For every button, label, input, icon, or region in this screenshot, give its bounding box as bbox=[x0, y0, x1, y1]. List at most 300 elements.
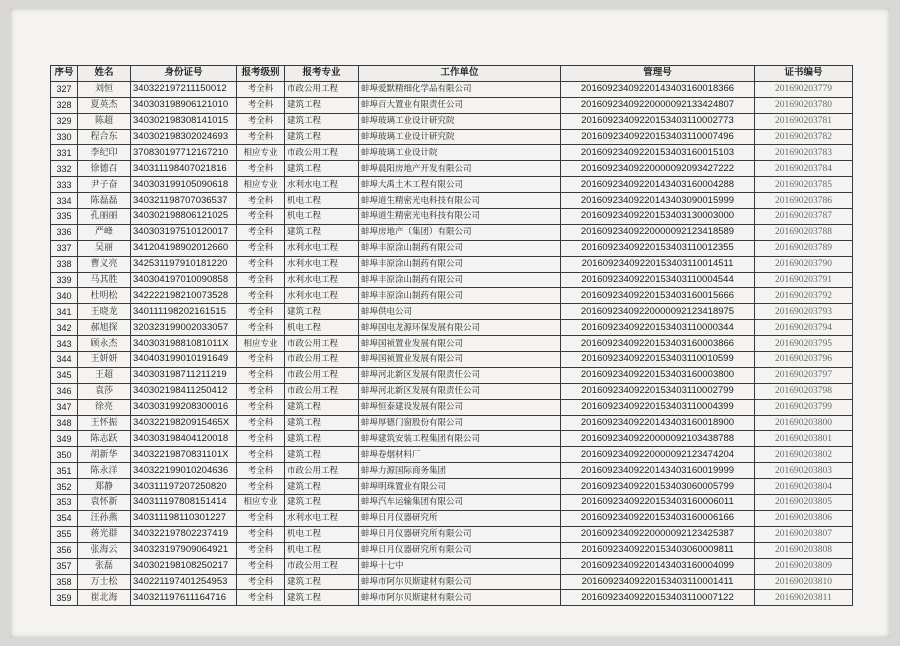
row-exam-level: 考全科 bbox=[237, 463, 285, 479]
row-seq: 355 bbox=[51, 526, 78, 542]
row-management-number: 20160923409220000092123425387 bbox=[561, 526, 755, 542]
row-seq: 353 bbox=[51, 495, 78, 511]
row-management-number: 20160923409220143403160004288 bbox=[561, 177, 755, 193]
row-certificate-number: 201690203786 bbox=[755, 193, 853, 209]
row-exam-level: 考全科 bbox=[237, 383, 285, 399]
row-management-number: 20160923409220153403110001411 bbox=[561, 574, 755, 590]
table-row bbox=[51, 558, 853, 574]
row-exam-major: 市政公用工程 bbox=[285, 383, 359, 399]
row-certificate-number: 201690203790 bbox=[755, 256, 853, 272]
table-row bbox=[51, 463, 853, 479]
row-name: 尹子奋 bbox=[78, 177, 131, 193]
row-exam-major: 市政公用工程 bbox=[285, 463, 359, 479]
row-certificate-number: 201690203781 bbox=[755, 113, 853, 129]
table-row bbox=[51, 177, 853, 193]
row-name: 胡新华 bbox=[78, 447, 131, 463]
row-name: 王超 bbox=[78, 367, 131, 383]
header-mgmt: 管理号 bbox=[561, 66, 755, 82]
row-work-unit: 蚌埠市阿尔贝斯建材有限公司 bbox=[359, 574, 561, 590]
row-exam-major: 水利水电工程 bbox=[285, 510, 359, 526]
row-seq: 340 bbox=[51, 288, 78, 304]
row-id-number: 340302198308141015 bbox=[131, 113, 237, 129]
row-id-number: 320323199002033057 bbox=[131, 320, 237, 336]
table-row bbox=[51, 590, 853, 606]
row-exam-level: 考全科 bbox=[237, 574, 285, 590]
table-row bbox=[51, 304, 853, 320]
row-exam-level: 考全科 bbox=[237, 320, 285, 336]
row-id-number: 340303199208300016 bbox=[131, 399, 237, 415]
row-seq: 329 bbox=[51, 113, 78, 129]
row-name: 陈超 bbox=[78, 113, 131, 129]
row-certificate-number: 201690203808 bbox=[755, 542, 853, 558]
table-row bbox=[51, 526, 853, 542]
row-exam-major: 市政公用工程 bbox=[285, 558, 359, 574]
row-management-number: 20160923409220153403160003866 bbox=[561, 336, 755, 352]
table-row bbox=[51, 288, 853, 304]
header-major: 报考专业 bbox=[285, 66, 359, 82]
row-name: 程合东 bbox=[78, 129, 131, 145]
row-name: 马其胜 bbox=[78, 272, 131, 288]
row-work-unit: 蚌埠建筑安装工程集团有限公司 bbox=[359, 431, 561, 447]
row-name: 严峰 bbox=[78, 224, 131, 240]
row-exam-major: 市政公用工程 bbox=[285, 81, 359, 97]
row-name: 崔北海 bbox=[78, 590, 131, 606]
table-row bbox=[51, 510, 853, 526]
row-work-unit: 蚌埠厚德门窗股份有限公司 bbox=[359, 415, 561, 431]
row-work-unit: 蚌埠国电龙源环保发展有限公司 bbox=[359, 320, 561, 336]
row-exam-major: 建筑工程 bbox=[285, 304, 359, 320]
row-id-number: 340311198407021816 bbox=[131, 161, 237, 177]
row-exam-level: 考全科 bbox=[237, 97, 285, 113]
row-id-number: 370830197712167210 bbox=[131, 145, 237, 161]
row-seq: 336 bbox=[51, 224, 78, 240]
row-certificate-number: 201690203798 bbox=[755, 383, 853, 399]
row-work-unit: 蚌埠汽车运输集团有限公司 bbox=[359, 495, 561, 511]
row-name: 徐德召 bbox=[78, 161, 131, 177]
row-exam-major: 水利水电工程 bbox=[285, 177, 359, 193]
table-row bbox=[51, 542, 853, 558]
table-row bbox=[51, 574, 853, 590]
row-work-unit: 蚌埠道生精密光电科技有限公司 bbox=[359, 209, 561, 225]
row-seq: 350 bbox=[51, 447, 78, 463]
row-exam-level: 考全科 bbox=[237, 542, 285, 558]
row-seq: 354 bbox=[51, 510, 78, 526]
row-exam-level: 相应专业 bbox=[237, 336, 285, 352]
row-management-number: 20160923409220153403110007122 bbox=[561, 590, 755, 606]
row-seq: 347 bbox=[51, 399, 78, 415]
row-id-number: 340311197207250820 bbox=[131, 479, 237, 495]
row-certificate-number: 201690203794 bbox=[755, 320, 853, 336]
row-exam-major: 建筑工程 bbox=[285, 447, 359, 463]
row-exam-level: 考全科 bbox=[237, 367, 285, 383]
row-seq: 332 bbox=[51, 161, 78, 177]
row-management-number: 20160923409220153403160015103 bbox=[561, 145, 755, 161]
row-name: 刘恒 bbox=[78, 81, 131, 97]
row-management-number: 20160923409220153403130003000 bbox=[561, 209, 755, 225]
row-seq: 351 bbox=[51, 463, 78, 479]
row-work-unit: 蚌埠玻璃工业设计院 bbox=[359, 145, 561, 161]
row-exam-level: 考全科 bbox=[237, 352, 285, 368]
row-work-unit: 蚌埠玻璃工业设计研究院 bbox=[359, 113, 561, 129]
row-seq: 348 bbox=[51, 415, 78, 431]
row-name: 袁莎 bbox=[78, 383, 131, 399]
row-certificate-number: 201690203804 bbox=[755, 479, 853, 495]
row-work-unit: 蚌埠市阿尔贝斯建材有限公司 bbox=[359, 590, 561, 606]
row-exam-level: 考全科 bbox=[237, 81, 285, 97]
row-certificate-number: 201690203780 bbox=[755, 97, 853, 113]
row-work-unit: 蚌埠玻璃工业设计研究院 bbox=[359, 129, 561, 145]
row-certificate-number: 201690203806 bbox=[755, 510, 853, 526]
row-certificate-number: 201690203795 bbox=[755, 336, 853, 352]
table-row bbox=[51, 352, 853, 368]
row-seq: 339 bbox=[51, 272, 78, 288]
row-id-number: 341204198902012660 bbox=[131, 240, 237, 256]
row-seq: 349 bbox=[51, 431, 78, 447]
row-seq: 357 bbox=[51, 558, 78, 574]
row-id-number: 342531197910181220 bbox=[131, 256, 237, 272]
row-certificate-number: 201690203792 bbox=[755, 288, 853, 304]
row-name: 王怀振 bbox=[78, 415, 131, 431]
row-exam-major: 市政公用工程 bbox=[285, 145, 359, 161]
row-work-unit: 蚌埠供电公司 bbox=[359, 304, 561, 320]
row-work-unit: 蚌埠国祯置业发展有限公司 bbox=[359, 352, 561, 368]
row-seq: 346 bbox=[51, 383, 78, 399]
row-id-number: 340302198806121025 bbox=[131, 209, 237, 225]
row-management-number: 20160923409220153403060009811 bbox=[561, 542, 755, 558]
row-work-unit: 蚌埠丰原涂山制药有限公司 bbox=[359, 288, 561, 304]
row-name: 袁怀新 bbox=[78, 495, 131, 511]
table-row bbox=[51, 81, 853, 97]
row-certificate-number: 201690203793 bbox=[755, 304, 853, 320]
row-exam-level: 相应专业 bbox=[237, 495, 285, 511]
row-exam-level: 考全科 bbox=[237, 256, 285, 272]
table-row bbox=[51, 320, 853, 336]
row-management-number: 20160923409220153403110000344 bbox=[561, 320, 755, 336]
row-work-unit: 蚌埠丰原涂山制药有限公司 bbox=[359, 256, 561, 272]
row-name: 汪孙燕 bbox=[78, 510, 131, 526]
certificate-roster-table bbox=[50, 65, 853, 606]
row-exam-major: 水利水电工程 bbox=[285, 272, 359, 288]
row-exam-level: 考全科 bbox=[237, 447, 285, 463]
row-exam-major: 建筑工程 bbox=[285, 129, 359, 145]
row-id-number: 340303198906121010 bbox=[131, 97, 237, 113]
row-exam-level: 相应专业 bbox=[237, 177, 285, 193]
row-seq: 331 bbox=[51, 145, 78, 161]
row-certificate-number: 201690203787 bbox=[755, 209, 853, 225]
row-exam-major: 水利水电工程 bbox=[285, 256, 359, 272]
row-exam-major: 建筑工程 bbox=[285, 224, 359, 240]
row-management-number: 20160923409220153403160006011 bbox=[561, 495, 755, 511]
table-row bbox=[51, 336, 853, 352]
row-name: 曹义亮 bbox=[78, 256, 131, 272]
table-row bbox=[51, 240, 853, 256]
row-exam-major: 建筑工程 bbox=[285, 495, 359, 511]
row-management-number: 20160923409220000092123474204 bbox=[561, 447, 755, 463]
row-name: 万士松 bbox=[78, 574, 131, 590]
row-exam-level: 考全科 bbox=[237, 415, 285, 431]
row-exam-major: 建筑工程 bbox=[285, 399, 359, 415]
row-management-number: 20160923409220153403110007496 bbox=[561, 129, 755, 145]
header-name: 姓名 bbox=[78, 66, 131, 82]
row-work-unit: 蚌埠大禹土木工程有限公司 bbox=[359, 177, 561, 193]
row-id-number: 340111198202161515 bbox=[131, 304, 237, 320]
row-exam-major: 建筑工程 bbox=[285, 574, 359, 590]
row-seq: 356 bbox=[51, 542, 78, 558]
row-seq: 328 bbox=[51, 97, 78, 113]
row-work-unit: 蚌埠晨阳房地产开发有限公司 bbox=[359, 161, 561, 177]
row-certificate-number: 201690203785 bbox=[755, 177, 853, 193]
row-certificate-number: 201690203807 bbox=[755, 526, 853, 542]
row-management-number: 20160923409220153403160003800 bbox=[561, 367, 755, 383]
row-seq: 334 bbox=[51, 193, 78, 209]
row-id-number: 340321198707036537 bbox=[131, 193, 237, 209]
row-id-number: 340302198108250217 bbox=[131, 558, 237, 574]
row-certificate-number: 201690203789 bbox=[755, 240, 853, 256]
row-exam-level: 考全科 bbox=[237, 431, 285, 447]
row-exam-major: 市政公用工程 bbox=[285, 352, 359, 368]
table-row bbox=[51, 415, 853, 431]
row-name: 郝旭探 bbox=[78, 320, 131, 336]
row-work-unit: 蚌埠丰原涂山制药有限公司 bbox=[359, 272, 561, 288]
table-row bbox=[51, 113, 853, 129]
row-exam-major: 建筑工程 bbox=[285, 415, 359, 431]
row-seq: 333 bbox=[51, 177, 78, 193]
row-work-unit: 蚌埠日月仪器研究所有限公司 bbox=[359, 526, 561, 542]
row-management-number: 20160923409220153403110004399 bbox=[561, 399, 755, 415]
row-id-number: 34030319881081011X bbox=[131, 336, 237, 352]
row-exam-major: 机电工程 bbox=[285, 209, 359, 225]
roster-body bbox=[51, 81, 853, 605]
header-cert: 证书编号 bbox=[755, 66, 853, 82]
row-name: 顾永杰 bbox=[78, 336, 131, 352]
row-management-number: 20160923409220000092123418975 bbox=[561, 304, 755, 320]
row-management-number: 20160923409220153403110014511 bbox=[561, 256, 755, 272]
row-exam-major: 水利水电工程 bbox=[285, 288, 359, 304]
row-certificate-number: 201690203811 bbox=[755, 590, 853, 606]
row-certificate-number: 201690203803 bbox=[755, 463, 853, 479]
row-management-number: 20160923409220153403160006166 bbox=[561, 510, 755, 526]
row-management-number: 20160923409220153403110004544 bbox=[561, 272, 755, 288]
row-management-number: 20160923409220000092133424807 bbox=[561, 97, 755, 113]
row-certificate-number: 201690203800 bbox=[755, 415, 853, 431]
row-id-number: 340323197909064921 bbox=[131, 542, 237, 558]
row-seq: 359 bbox=[51, 590, 78, 606]
row-seq: 338 bbox=[51, 256, 78, 272]
table-row bbox=[51, 97, 853, 113]
row-management-number: 20160923409220153403110002773 bbox=[561, 113, 755, 129]
row-exam-level: 考全科 bbox=[237, 193, 285, 209]
row-exam-major: 建筑工程 bbox=[285, 97, 359, 113]
row-name: 张磊 bbox=[78, 558, 131, 574]
row-certificate-number: 201690203801 bbox=[755, 431, 853, 447]
row-exam-level: 考全科 bbox=[237, 272, 285, 288]
row-work-unit: 蚌埠日月仪器研究所 bbox=[359, 510, 561, 526]
table-row bbox=[51, 145, 853, 161]
row-management-number: 20160923409220153403110012355 bbox=[561, 240, 755, 256]
row-management-number: 20160923409220143403090015999 bbox=[561, 193, 755, 209]
row-certificate-number: 201690203779 bbox=[755, 81, 853, 97]
row-certificate-number: 201690203802 bbox=[755, 447, 853, 463]
row-id-number: 340302198411250412 bbox=[131, 383, 237, 399]
row-exam-major: 机电工程 bbox=[285, 542, 359, 558]
row-id-number: 340322197802237419 bbox=[131, 526, 237, 542]
row-seq: 343 bbox=[51, 336, 78, 352]
row-work-unit: 蚌埠力源国际商务集团 bbox=[359, 463, 561, 479]
row-work-unit: 蚌埠明珠置业有限公司 bbox=[359, 479, 561, 495]
table-row bbox=[51, 161, 853, 177]
table-row bbox=[51, 272, 853, 288]
row-work-unit: 蚌埠恒泰建设发展有限公司 bbox=[359, 399, 561, 415]
row-work-unit: 蚌埠河北新区发展有限责任公司 bbox=[359, 367, 561, 383]
row-name: 吴丽 bbox=[78, 240, 131, 256]
table-row bbox=[51, 479, 853, 495]
row-exam-level: 考全科 bbox=[237, 590, 285, 606]
row-management-number: 20160923409220000092093427222 bbox=[561, 161, 755, 177]
row-certificate-number: 201690203805 bbox=[755, 495, 853, 511]
row-id-number: 340403199010191649 bbox=[131, 352, 237, 368]
row-management-number: 20160923409220153403060005799 bbox=[561, 479, 755, 495]
row-exam-level: 考全科 bbox=[237, 161, 285, 177]
header-row bbox=[51, 66, 853, 82]
row-management-number: 20160923409220143403160019999 bbox=[561, 463, 755, 479]
row-id-number: 34032219870831101X bbox=[131, 447, 237, 463]
row-certificate-number: 201690203783 bbox=[755, 145, 853, 161]
row-exam-major: 机电工程 bbox=[285, 526, 359, 542]
row-certificate-number: 201690203782 bbox=[755, 129, 853, 145]
row-name: 王妍妍 bbox=[78, 352, 131, 368]
row-name: 王晓龙 bbox=[78, 304, 131, 320]
table-row bbox=[51, 367, 853, 383]
row-exam-major: 机电工程 bbox=[285, 320, 359, 336]
row-id-number: 340303198711211219 bbox=[131, 367, 237, 383]
row-management-number: 20160923409220143403160018900 bbox=[561, 415, 755, 431]
row-work-unit: 蚌埠十七中 bbox=[359, 558, 561, 574]
row-management-number: 20160923409220153403110010599 bbox=[561, 352, 755, 368]
row-name: 徐亮 bbox=[78, 399, 131, 415]
row-exam-major: 建筑工程 bbox=[285, 431, 359, 447]
row-seq: 335 bbox=[51, 209, 78, 225]
row-exam-level: 考全科 bbox=[237, 399, 285, 415]
table-row bbox=[51, 209, 853, 225]
row-certificate-number: 201690203809 bbox=[755, 558, 853, 574]
row-exam-major: 市政公用工程 bbox=[285, 367, 359, 383]
row-management-number: 20160923409220143403160004099 bbox=[561, 558, 755, 574]
header-id: 身份证号 bbox=[131, 66, 237, 82]
row-exam-level: 相应专业 bbox=[237, 145, 285, 161]
row-exam-level: 考全科 bbox=[237, 224, 285, 240]
row-exam-major: 建筑工程 bbox=[285, 113, 359, 129]
table-row bbox=[51, 383, 853, 399]
row-id-number: 340221197401254953 bbox=[131, 574, 237, 590]
row-id-number: 340303199105090618 bbox=[131, 177, 237, 193]
row-name: 孔丽丽 bbox=[78, 209, 131, 225]
table-row bbox=[51, 224, 853, 240]
row-exam-major: 水利水电工程 bbox=[285, 240, 359, 256]
row-exam-level: 考全科 bbox=[237, 288, 285, 304]
row-exam-level: 考全科 bbox=[237, 240, 285, 256]
row-id-number: 340311197808151414 bbox=[131, 495, 237, 511]
row-seq: 352 bbox=[51, 479, 78, 495]
row-management-number: 20160923409220153403160015666 bbox=[561, 288, 755, 304]
row-exam-level: 考全科 bbox=[237, 526, 285, 542]
row-exam-level: 考全科 bbox=[237, 558, 285, 574]
row-certificate-number: 201690203810 bbox=[755, 574, 853, 590]
row-seq: 358 bbox=[51, 574, 78, 590]
row-exam-level: 考全科 bbox=[237, 479, 285, 495]
row-name: 郑静 bbox=[78, 479, 131, 495]
row-certificate-number: 201690203791 bbox=[755, 272, 853, 288]
row-id-number: 340303197510120017 bbox=[131, 224, 237, 240]
row-id-number: 340304197010090858 bbox=[131, 272, 237, 288]
row-work-unit: 蚌埠道生精密光电科技有限公司 bbox=[359, 193, 561, 209]
row-management-number: 20160923409220143403160018366 bbox=[561, 81, 755, 97]
row-seq: 345 bbox=[51, 367, 78, 383]
row-exam-major: 市政公用工程 bbox=[285, 336, 359, 352]
table-row bbox=[51, 447, 853, 463]
table-row bbox=[51, 431, 853, 447]
row-exam-major: 建筑工程 bbox=[285, 479, 359, 495]
row-name: 夏英杰 bbox=[78, 97, 131, 113]
row-seq: 327 bbox=[51, 81, 78, 97]
row-exam-level: 考全科 bbox=[237, 129, 285, 145]
table-row bbox=[51, 495, 853, 511]
row-name: 陈志跃 bbox=[78, 431, 131, 447]
row-name: 蒋光群 bbox=[78, 526, 131, 542]
row-exam-major: 建筑工程 bbox=[285, 161, 359, 177]
table-row bbox=[51, 129, 853, 145]
row-work-unit: 蚌埠日月仪器研究所有限公司 bbox=[359, 542, 561, 558]
row-id-number: 340322199010204636 bbox=[131, 463, 237, 479]
row-exam-major: 建筑工程 bbox=[285, 590, 359, 606]
row-id-number: 340303198404120018 bbox=[131, 431, 237, 447]
row-exam-major: 机电工程 bbox=[285, 193, 359, 209]
row-name: 陈磊磊 bbox=[78, 193, 131, 209]
row-work-unit: 蚌埠国祯置业发展有限公司 bbox=[359, 336, 561, 352]
row-work-unit: 蚌埠卷烟材料厂 bbox=[359, 447, 561, 463]
row-management-number: 20160923409220000092123418589 bbox=[561, 224, 755, 240]
row-name: 陈永洋 bbox=[78, 463, 131, 479]
row-certificate-number: 201690203799 bbox=[755, 399, 853, 415]
row-seq: 337 bbox=[51, 240, 78, 256]
row-seq: 344 bbox=[51, 352, 78, 368]
row-management-number: 20160923409220153403110002799 bbox=[561, 383, 755, 399]
header-unit: 工作单位 bbox=[359, 66, 561, 82]
row-seq: 330 bbox=[51, 129, 78, 145]
row-seq: 341 bbox=[51, 304, 78, 320]
header-seq: 序号 bbox=[51, 66, 78, 82]
row-exam-level: 考全科 bbox=[237, 113, 285, 129]
row-id-number: 340322197211150012 bbox=[131, 81, 237, 97]
table-row bbox=[51, 256, 853, 272]
row-certificate-number: 201690203797 bbox=[755, 367, 853, 383]
row-work-unit: 蚌埠河北新区发展有限责任公司 bbox=[359, 383, 561, 399]
row-id-number: 342222198210073528 bbox=[131, 288, 237, 304]
row-certificate-number: 201690203784 bbox=[755, 161, 853, 177]
table-row bbox=[51, 399, 853, 415]
header-level: 报考级别 bbox=[237, 66, 285, 82]
scanned-sheet bbox=[10, 8, 890, 638]
table-row bbox=[51, 193, 853, 209]
row-name: 杜明松 bbox=[78, 288, 131, 304]
row-exam-level: 考全科 bbox=[237, 510, 285, 526]
row-exam-level: 考全科 bbox=[237, 304, 285, 320]
row-certificate-number: 201690203796 bbox=[755, 352, 853, 368]
row-id-number: 340302198302024693 bbox=[131, 129, 237, 145]
row-seq: 342 bbox=[51, 320, 78, 336]
row-management-number: 20160923409220000092103438788 bbox=[561, 431, 755, 447]
row-work-unit: 蚌埠爱默精细化学品有限公司 bbox=[359, 81, 561, 97]
row-exam-level: 考全科 bbox=[237, 209, 285, 225]
